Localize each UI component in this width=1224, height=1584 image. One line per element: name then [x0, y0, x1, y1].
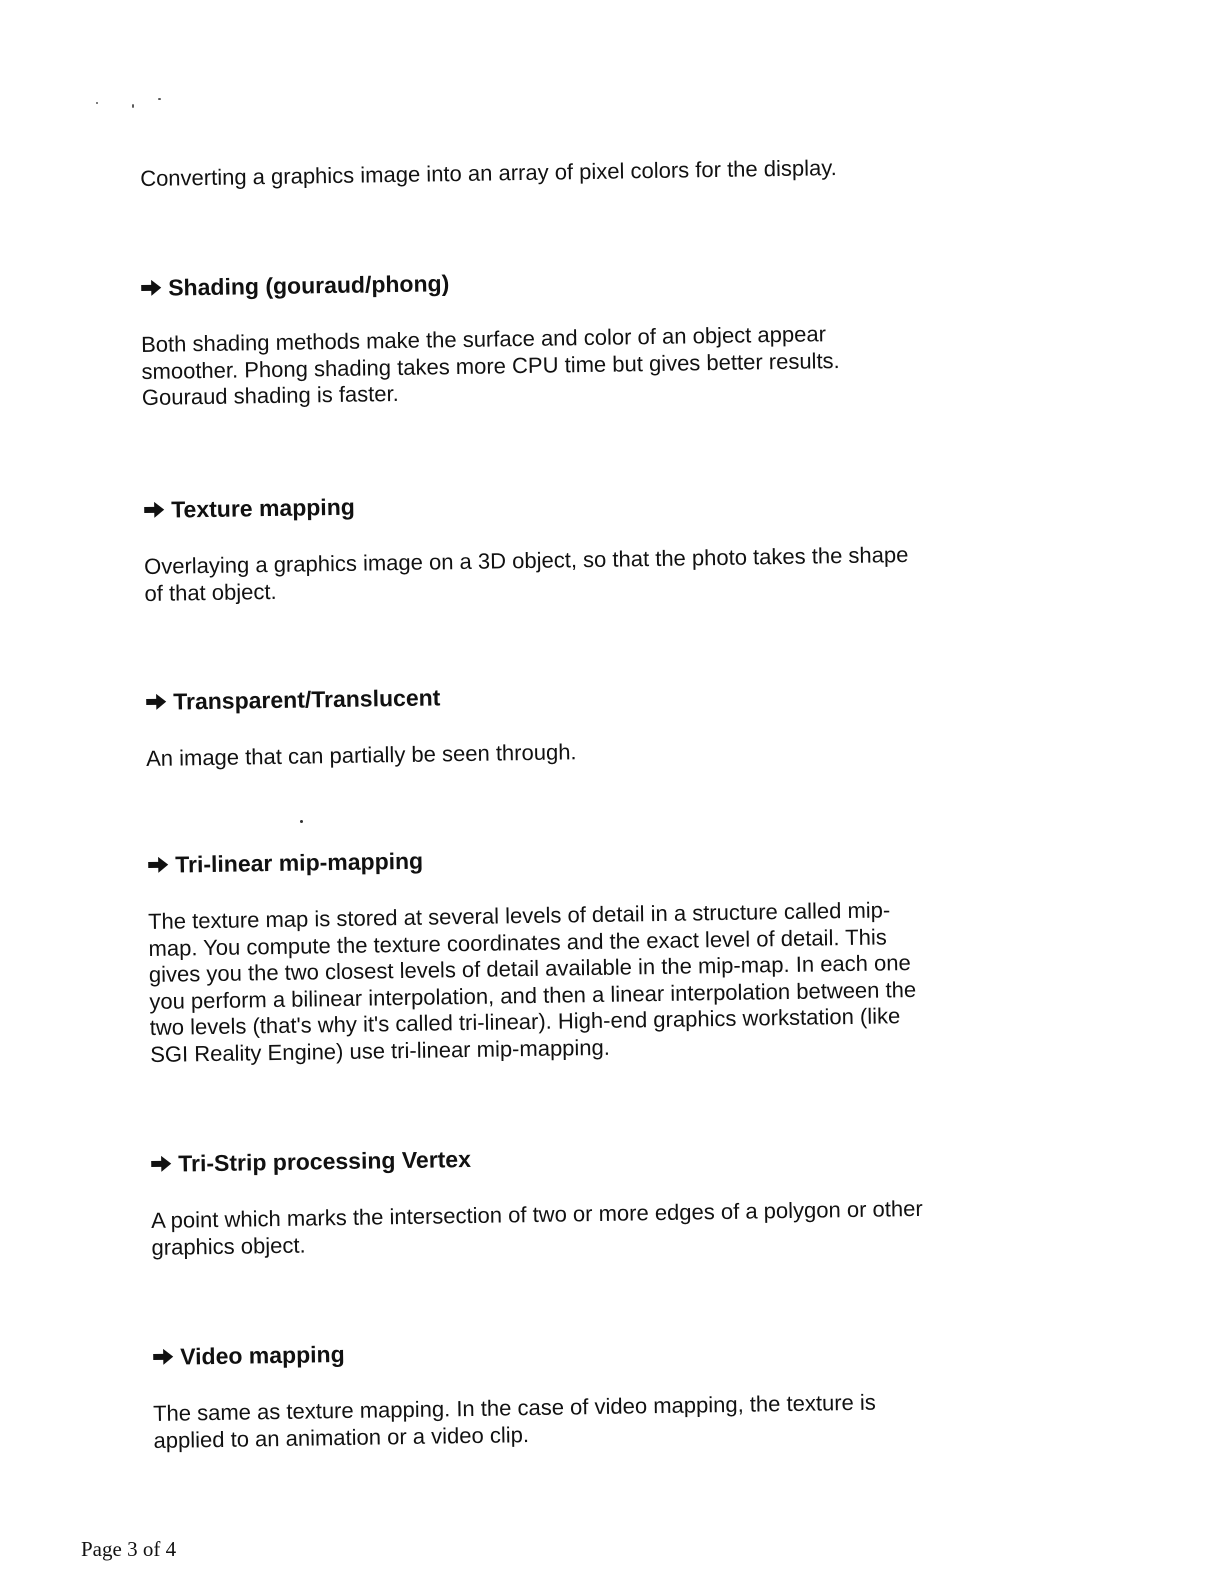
scan-specks [92, 92, 172, 112]
section-title: Shading (gouraud/phong) [168, 270, 450, 301]
section-video-mapping [152, 1329, 1014, 1453]
section-body: Both shading methods make the surface and color of an object appear smoother. Phong shading takes more CPU time but gives better results. Gouraud shading is faster. [140, 321, 840, 410]
section-body: Overlaying a graphics image on a 3D object, so that the photo takes the shape of that object. [143, 541, 909, 606]
section-shading [140, 260, 1002, 411]
section-heading [145, 674, 1005, 716]
arrow-bullet-icon [140, 280, 162, 296]
page-footer: Page 3 of 4 [81, 1537, 177, 1561]
section-texture-mapping [143, 482, 1005, 606]
arrow-bullet-icon [147, 857, 169, 873]
section-title: Video mapping [180, 1340, 345, 1370]
section-heading [152, 1329, 1012, 1371]
stray-dot [300, 820, 303, 823]
section-heading [140, 260, 1000, 302]
arrow-bullet-icon [143, 502, 165, 518]
intro-block [140, 152, 1000, 192]
section-title: Tri-linear mip-mapping [175, 847, 424, 878]
section-heading [143, 482, 1003, 524]
section-body: An image that can partially be seen through. [145, 739, 577, 771]
section-trilinear [147, 837, 1010, 1067]
section-body: A point which marks the intersection of two or more edges of a polygon or other graphics object. [150, 1195, 923, 1260]
arrow-bullet-icon [145, 694, 167, 710]
section-tristrip [150, 1136, 1012, 1260]
section-title: Tri-Strip processing Vertex [178, 1145, 472, 1177]
intro-text: Converting a graphics image into an array of pixel colors for the display. [140, 155, 837, 191]
section-heading [150, 1136, 1010, 1178]
section-body: The same as texture mapping. In the case of video mapping, the texture is applied to an animation or a video clip. [152, 1389, 876, 1453]
section-transparent [145, 674, 1006, 772]
section-title: Texture mapping [171, 493, 356, 523]
section-body: The texture map is stored at several levels of detail in a structure called mip- map. You compute the texture coordinates and the exact level of detail. This gives you the two closest levels of detail available in the mip-map. In each one you perform a bilinear interpolation, and then a linear interpolation between the two levels (that's why it's called tri-linear). High-end graphics workstation (like SGI Reality Engine) use tri-linear mip-mapping. [147, 897, 917, 1067]
section-title: Transparent/Translucent [173, 684, 441, 715]
arrow-bullet-icon [152, 1349, 174, 1365]
arrow-bullet-icon [150, 1156, 172, 1172]
section-heading [147, 837, 1007, 879]
